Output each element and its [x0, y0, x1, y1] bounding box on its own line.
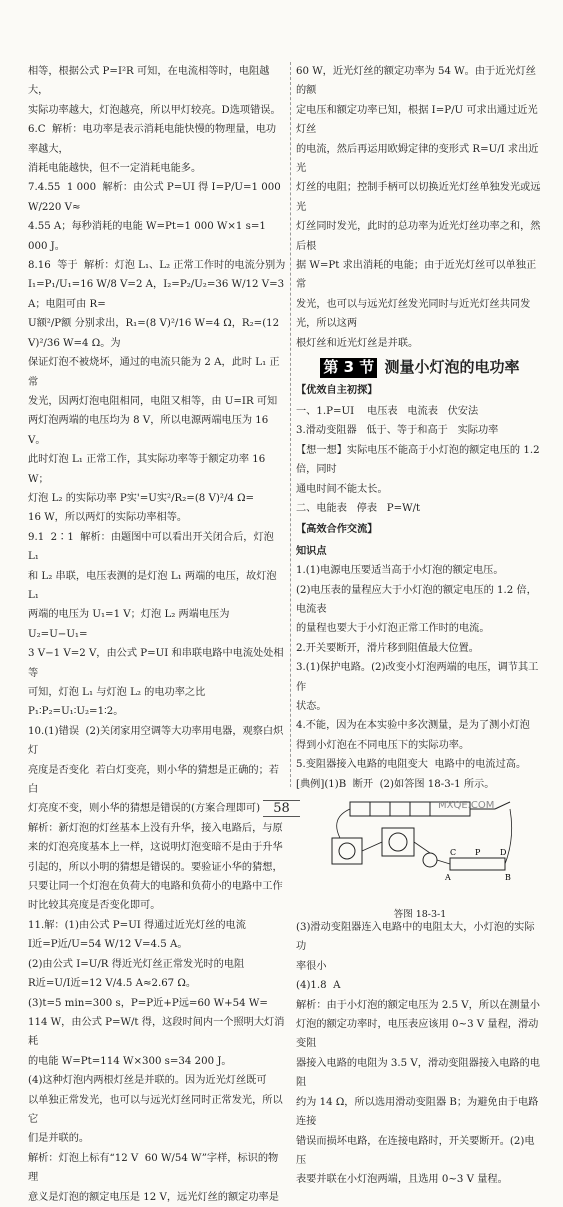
- text-line: 2.开关要断开，滑片移到阻值最大位置。: [296, 642, 479, 654]
- text-line: I₁=P₁/U₁=16 W/8 V=2 A，I₂=P₂/U₂=36 W/12 V=3 A；电阻可由 R=: [28, 279, 288, 310]
- text-line: 可知，灯泡 L₁ 与灯泡 L₂ 的电功率之比 P₁∶P₂=U₁∶U₂=1∶2。: [28, 687, 209, 718]
- ammeter: [332, 838, 362, 864]
- text-line: 6.C 解析：电功率是表示消耗电能快慢的物理量，电功率越大，: [28, 124, 277, 155]
- text-line: (2)电压表的量程应大于小灯泡的额定电压的 1.2 倍，电流表: [296, 584, 537, 615]
- text-line: 两灯泡两端的电压均为 8 V，所以电源两端电压为 16 V。: [28, 415, 272, 446]
- text-line: 5.变阻器接入电路的电阻变大 电路中的电流过高。: [296, 759, 527, 771]
- knowledge-title: 知识点: [296, 544, 327, 557]
- self-study-list: [296, 402, 544, 518]
- text-line: 3.(1)保护电路。(2)改变小灯泡两端的电压，调节其工作: [296, 662, 539, 693]
- text-line: 表要并联在小灯泡两端，且选用 0~3 V 量程。: [296, 1174, 508, 1186]
- answer-continued: [296, 918, 544, 1190]
- self-study-bar: 【优效自主初探】: [296, 384, 378, 396]
- text-line: 们是并联的。: [28, 1133, 90, 1145]
- text-line: 的电流，然后再运用欧姆定律的变形式 R=U/I 求出近光: [296, 143, 539, 175]
- text-line: 60 W，近光灯丝的额定功率为 54 W。由于近光灯丝的额: [296, 66, 536, 97]
- text-line: 一、1.P=UI 电压表 电流表 伏安法: [296, 405, 479, 417]
- text-line: 时比较其亮度是否变化即可。: [28, 900, 161, 912]
- label-b: B: [505, 873, 511, 883]
- text-line: 两端的电压为 U₁=1 V；灯泡 L₂ 两端电压为 U₂=U−U₁=: [28, 609, 233, 640]
- text-line: 灯丝同时发光，此时的总功率为近光灯丝功率之和，然后根: [296, 221, 541, 252]
- text-line: 解析：新灯泡的灯丝基本上没有升华，接入电路后，与原: [28, 822, 283, 834]
- text-line: 8.16 等于 解析：灯泡 L₁、L₂ 正常工作时的电流分别为: [28, 260, 286, 272]
- text-line: 实际功率越大，灯泡越亮，所以甲灯较亮。D选项错误。: [28, 104, 281, 116]
- text-line: 器接入电路的电阻为 3.5 V，滑动变阻器接入电路的电阻: [296, 1057, 540, 1089]
- text-line: 114 W，由公式 P=W/t 得，这段时间内一个照明大灯消耗: [28, 1016, 285, 1048]
- text-line: (4)这种灯泡内两根灯丝是并联的。因为近光灯丝既可: [28, 1075, 267, 1087]
- text-line: 的量程也要大于小灯泡正常工作时的电流。: [296, 623, 490, 635]
- text-line: (3)t=5 min=300 s，P=P近+P远=60 W+54 W=: [28, 997, 268, 1009]
- text-line: 3 V−1 V=2 V，由公式 P=UI 和串联电路中电流处处相等: [28, 648, 284, 679]
- text-line: 此时灯泡 L₁ 正常工作，其实际功率等于额定功率 16 W；: [28, 454, 269, 485]
- section-title: [296, 358, 544, 377]
- text-line: 16 W，所以两灯的实际功率相等。: [28, 512, 188, 524]
- label-p: P: [475, 848, 481, 858]
- text-line: 灯泡 L₂ 的实际功率 P实'=U实²/R₂=(8 V)²/4 Ω=: [28, 492, 255, 504]
- text-line: 保证灯泡不被烧坏，通过的电流只能为 2 A，此时 L₁ 正常: [28, 357, 280, 388]
- text-line: 亮度是否变化 若白灯变亮，则小华的猜想是正确的；若白: [28, 764, 279, 796]
- text-line: 灯泡的额定功率时，电压表应该用 0~3 V 量程，滑动变阻: [296, 1019, 539, 1050]
- answer-11-continued: [296, 62, 544, 353]
- text-line: 错误而损坏电路，在连接电路时，开关要断开。(2)电压: [296, 1135, 535, 1166]
- text-line: 引起的，所以小明的猜想是错误的。要验证小华的猜想，: [28, 861, 283, 873]
- text-line: 3.滑动变阻器 低于、等于和高于 实际功率: [296, 425, 499, 437]
- text-line: R近=U/I近=12 V/4.5 A≈2.67 Ω。: [28, 978, 197, 990]
- section-number: 第 3 节: [320, 358, 377, 377]
- text-line: 4.55 A；每秒消耗的电能 W=Pt=1 000 W×1 s=1 000 J。: [28, 221, 270, 252]
- text-line: 相等，根据公式 P=I²R 可知，在电流相等时，电阻越大，: [28, 66, 270, 97]
- text-line: 得到小灯泡在不同电压下的实际功率。: [296, 739, 470, 751]
- text-line: 7.4.55 1 000 解析：由公式 P=UI 得 I=P/U=1 000 W/220 V≈: [28, 182, 284, 213]
- text-line: 状态。: [296, 701, 327, 712]
- watermark: MXQE.COM: [438, 800, 495, 811]
- text-line: 来的灯泡亮度基本上一样，这说明灯泡变暗不是由于升华: [28, 842, 283, 854]
- label-c: C: [450, 848, 457, 858]
- voltmeter: [382, 828, 414, 856]
- left-column: [28, 62, 286, 1207]
- column-divider: [290, 62, 291, 787]
- text-line: 发光，也可以与远光灯丝发光同时与近光灯丝共同发光，所以这两: [296, 298, 531, 330]
- text-line: 灯亮度不变，则小华的猜想是错误的(方案合理即可): [28, 803, 261, 815]
- text-line: 通电时间不能太长。: [296, 483, 388, 495]
- text-line: 消耗电能越快，但不一定消耗电能多。: [28, 163, 202, 175]
- right-column: [296, 62, 544, 1190]
- text-line: 发光，因两灯泡电阻相同，电阻又相等，由 U=IR 可知: [28, 395, 278, 407]
- text-line: 解析：由于小灯泡的额定电压为 2.5 V，所以在测量小: [296, 999, 540, 1011]
- text-line: 10.(1)错误 (2)关闭家用空调等大功率用电器，观察白炽灯: [28, 725, 284, 757]
- text-line: 4.不能，因为在本实验中多次测量，是为了测小灯泡: [296, 720, 530, 732]
- label-a: A: [445, 873, 451, 883]
- figure-caption: 答图 18-3-1: [393, 909, 447, 921]
- text-line: 和 L₂ 串联，电压表测的是灯泡 L₁ 两端的电压，故灯泡 L₁: [28, 570, 280, 601]
- page-number: 58: [263, 800, 300, 817]
- text-line: 只要让同一个灯泡在负荷大的电路和负荷小的电路中工作: [28, 881, 283, 893]
- text-line: (4)1.8 A: [296, 980, 341, 992]
- text-line: 定电压和额定功率已知，根据 I=P/U 可求出通过近光灯丝: [296, 104, 538, 136]
- rheostat: [450, 858, 505, 870]
- text-line: I近=P近/U=54 W/12 V=4.5 A。: [28, 939, 188, 951]
- section-heading: 测量小灯泡的电功率: [384, 358, 520, 377]
- text-line: 二、电能表 停表 P=W/t: [296, 502, 421, 514]
- text-line: 的电能 W=Pt=114 W×300 s=34 200 J。: [28, 1055, 232, 1067]
- text-line: U额²/P额 分别求出，R₁=(8 V)²/16 W=4 Ω，R₂=(12 V)²/36 W=4 Ω。为: [28, 318, 283, 349]
- text-line: 【想一想】实际电压不能高于小灯泡的额定电压的 1.2 倍，同时: [296, 444, 543, 476]
- text-line: 解析：灯泡上标有“12 V 60 W/54 W”字样，标识的物理: [28, 1152, 279, 1184]
- knowledge-list: [296, 561, 544, 794]
- label-d: D: [500, 848, 507, 858]
- text-line: 率很小: [296, 960, 327, 972]
- text-line: 以单独正常发光，也可以与远光灯丝同时正常发光，所以它: [28, 1094, 283, 1125]
- text-line: 根灯丝和近光灯丝是并联。: [296, 337, 419, 349]
- text-line: [典例](1)B 断开 (2)如答图 18-3-1 所示。: [296, 778, 495, 790]
- text-line: (2)由公式 I=U/R 得近光灯丝正常发光时的电阻: [28, 958, 245, 970]
- text-line: 1.(1)电源电压要适当高于小灯泡的额定电压。: [296, 565, 504, 577]
- text-line: 9.1 2∶1 解析：由题图中可以看出开关闭合后，灯泡 L₁: [28, 531, 278, 563]
- text-line: (3)滑动变阻器连入电路中的电阻太大，小灯泡的实际功: [296, 922, 535, 953]
- text-line: 11.解：(1)由公式 P=UI 得通过近光灯丝的电流: [28, 919, 246, 931]
- text-line: 意义是灯泡的额定电压是 12 V，远光灯丝的额定功率是: [28, 1191, 279, 1203]
- cooperation-bar: 【高效合作交流】: [296, 524, 378, 536]
- lamp: [423, 853, 437, 867]
- text-line: 约为 14 Ω，所以选用滑动变阻器 B；为避免由于电路连接: [296, 1096, 539, 1128]
- text-line: 据 W=Pt 求出消耗的电能；由于近光灯丝可以单独正常: [296, 260, 537, 291]
- text-line: 灯丝的电阻；控制手柄可以切换近光灯丝单独发光或远光: [296, 182, 541, 213]
